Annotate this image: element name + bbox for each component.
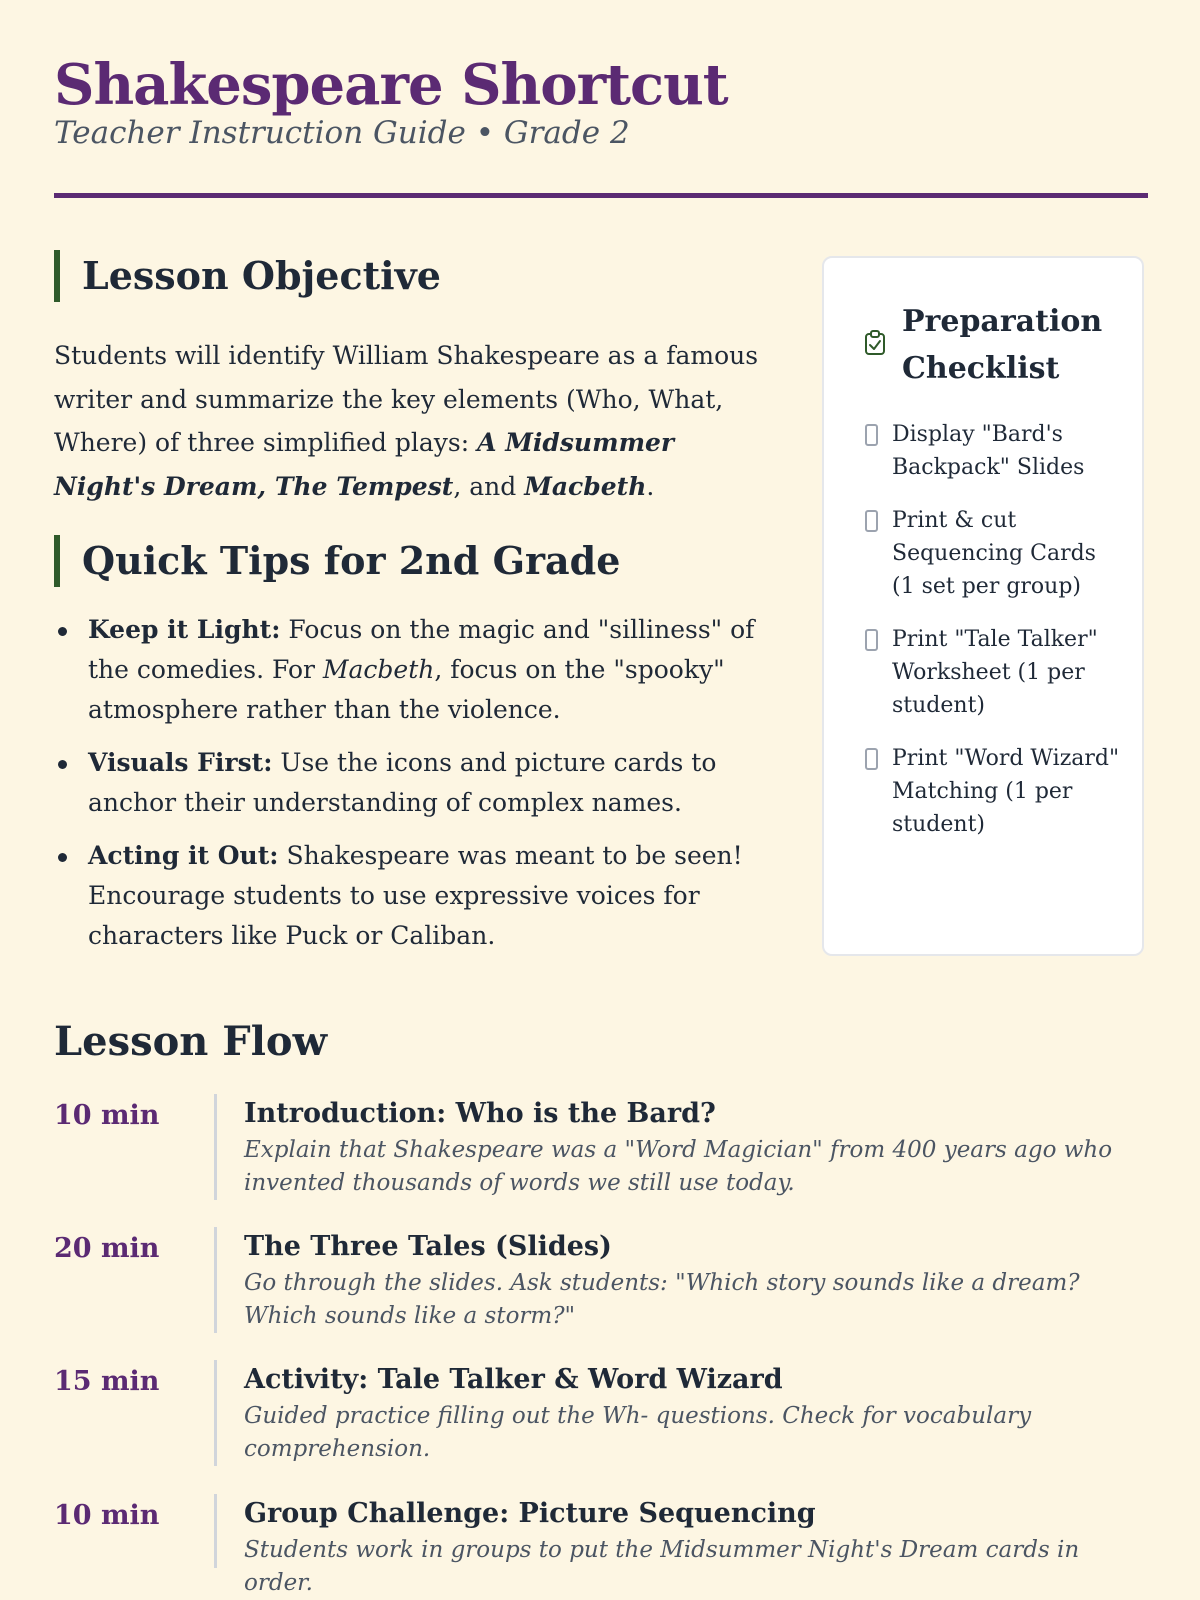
tip-text: Focus on the magic and "silliness" of the comedies. For: [88, 615, 755, 684]
checklist-item[interactable]: [864, 623, 1124, 722]
tip-text: Use the icons and picture cards to anchor their understanding of complex names.: [88, 748, 717, 817]
flow-step-description: Go through the slides. Ask students: "Which story sounds like a dream? Which sounds like a storm?": [244, 1270, 1080, 1329]
flow-divider: [214, 1360, 217, 1466]
flow-divider: [214, 1227, 217, 1333]
checkbox[interactable]: [865, 629, 878, 651]
flow-body: [244, 1360, 1144, 1466]
objective-sep-2: , and: [453, 471, 525, 501]
lesson-flow-title: Lesson Flow: [54, 1018, 328, 1065]
checklist-title: Preparation Checklist: [902, 304, 1103, 386]
tip-label: Acting it Out:: [88, 841, 279, 870]
flow-body: [244, 1094, 1144, 1200]
tips-list: [54, 610, 774, 969]
objective-intro: Students will identify William Shakespeare as a famous writer and summarize the key elements (Who, What, Where) of three simplified plays:: [54, 341, 759, 457]
page-title: Shakespeare Shortcut: [54, 52, 728, 118]
tip-label: Visuals First:: [88, 748, 273, 777]
checklist-item[interactable]: [864, 418, 1124, 484]
flow-step-title: Group Challenge: Picture Sequencing: [244, 1498, 816, 1529]
page-subtitle: Teacher Instruction Guide • Grade 2: [54, 115, 630, 152]
objective-text: [54, 334, 774, 508]
checklist-item[interactable]: [864, 742, 1124, 841]
header-divider: [54, 193, 1148, 198]
checklist-item[interactable]: [864, 504, 1124, 603]
checklist-item-label: Print & cut Sequencing Cards (1 set per group): [892, 508, 1096, 599]
flow-time: 20 min: [54, 1233, 160, 1264]
checkbox[interactable]: [865, 424, 878, 446]
checklist-item-label: Display "Bard's Backpack" Slides: [892, 422, 1085, 480]
flow-divider: [214, 1494, 217, 1568]
play-midsummer: A Midsummer Night's Dream: [54, 428, 675, 501]
list-item: [54, 836, 774, 956]
tip-text: Shakespeare was meant to be seen! Encourage students to use expressive voices for characters like Puck or Caliban.: [88, 841, 743, 950]
flow-step-title: Activity: Tale Talker & Word Wizard: [244, 1364, 783, 1395]
flow-time: 10 min: [54, 1100, 160, 1131]
flow-step-description: Students work in groups to put the Midsummer Night's Dream cards in order.: [244, 1537, 1080, 1596]
flow-row: [54, 1227, 1148, 1335]
checklist-item-label: Print "Word Wizard" Matching (1 per student): [892, 746, 1120, 837]
checkbox[interactable]: [865, 748, 878, 770]
clipboard-check-icon: [864, 330, 886, 356]
checkbox[interactable]: [865, 510, 878, 532]
objective-heading: Lesson Objective: [54, 250, 441, 302]
tip-label: Keep it Light:: [88, 615, 281, 644]
page-header: [54, 52, 1148, 151]
objective-sep-1: ,: [257, 471, 275, 501]
tips-heading: Quick Tips for 2nd Grade: [54, 535, 620, 587]
tip-emphasis: Macbeth: [322, 655, 435, 684]
flow-row: [54, 1360, 1148, 1468]
flow-step-title: The Three Tales (Slides): [244, 1231, 612, 1262]
flow-divider: [214, 1094, 217, 1200]
tip-text: , focus on the "spooky" atmosphere rather than the violence.: [88, 655, 725, 724]
list-item: [54, 743, 774, 823]
checklist-item-label: Print "Tale Talker" Worksheet (1 per student): [892, 627, 1098, 718]
play-macbeth: Macbeth: [524, 471, 647, 501]
flow-body: [244, 1494, 1144, 1600]
flow-step-description: Guided practice filling out the Wh- questions. Check for vocabulary comprehension.: [244, 1403, 1032, 1462]
preparation-checklist-card: [822, 256, 1144, 956]
flow-step-description: Explain that Shakespeare was a "Word Magician" from 400 years ago who invented thousands of words we still use today.: [244, 1137, 1113, 1196]
flow-body: [244, 1227, 1144, 1333]
flow-row: [54, 1094, 1148, 1202]
play-tempest: The Tempest: [274, 471, 454, 501]
objective-end: .: [646, 471, 655, 501]
flow-step-title: Introduction: Who is the Bard?: [244, 1098, 716, 1129]
list-item: [54, 610, 774, 730]
flow-time: 10 min: [54, 1500, 160, 1531]
flow-time: 15 min: [54, 1366, 160, 1397]
checklist-items: [864, 418, 1124, 861]
flow-row: [54, 1494, 1148, 1596]
